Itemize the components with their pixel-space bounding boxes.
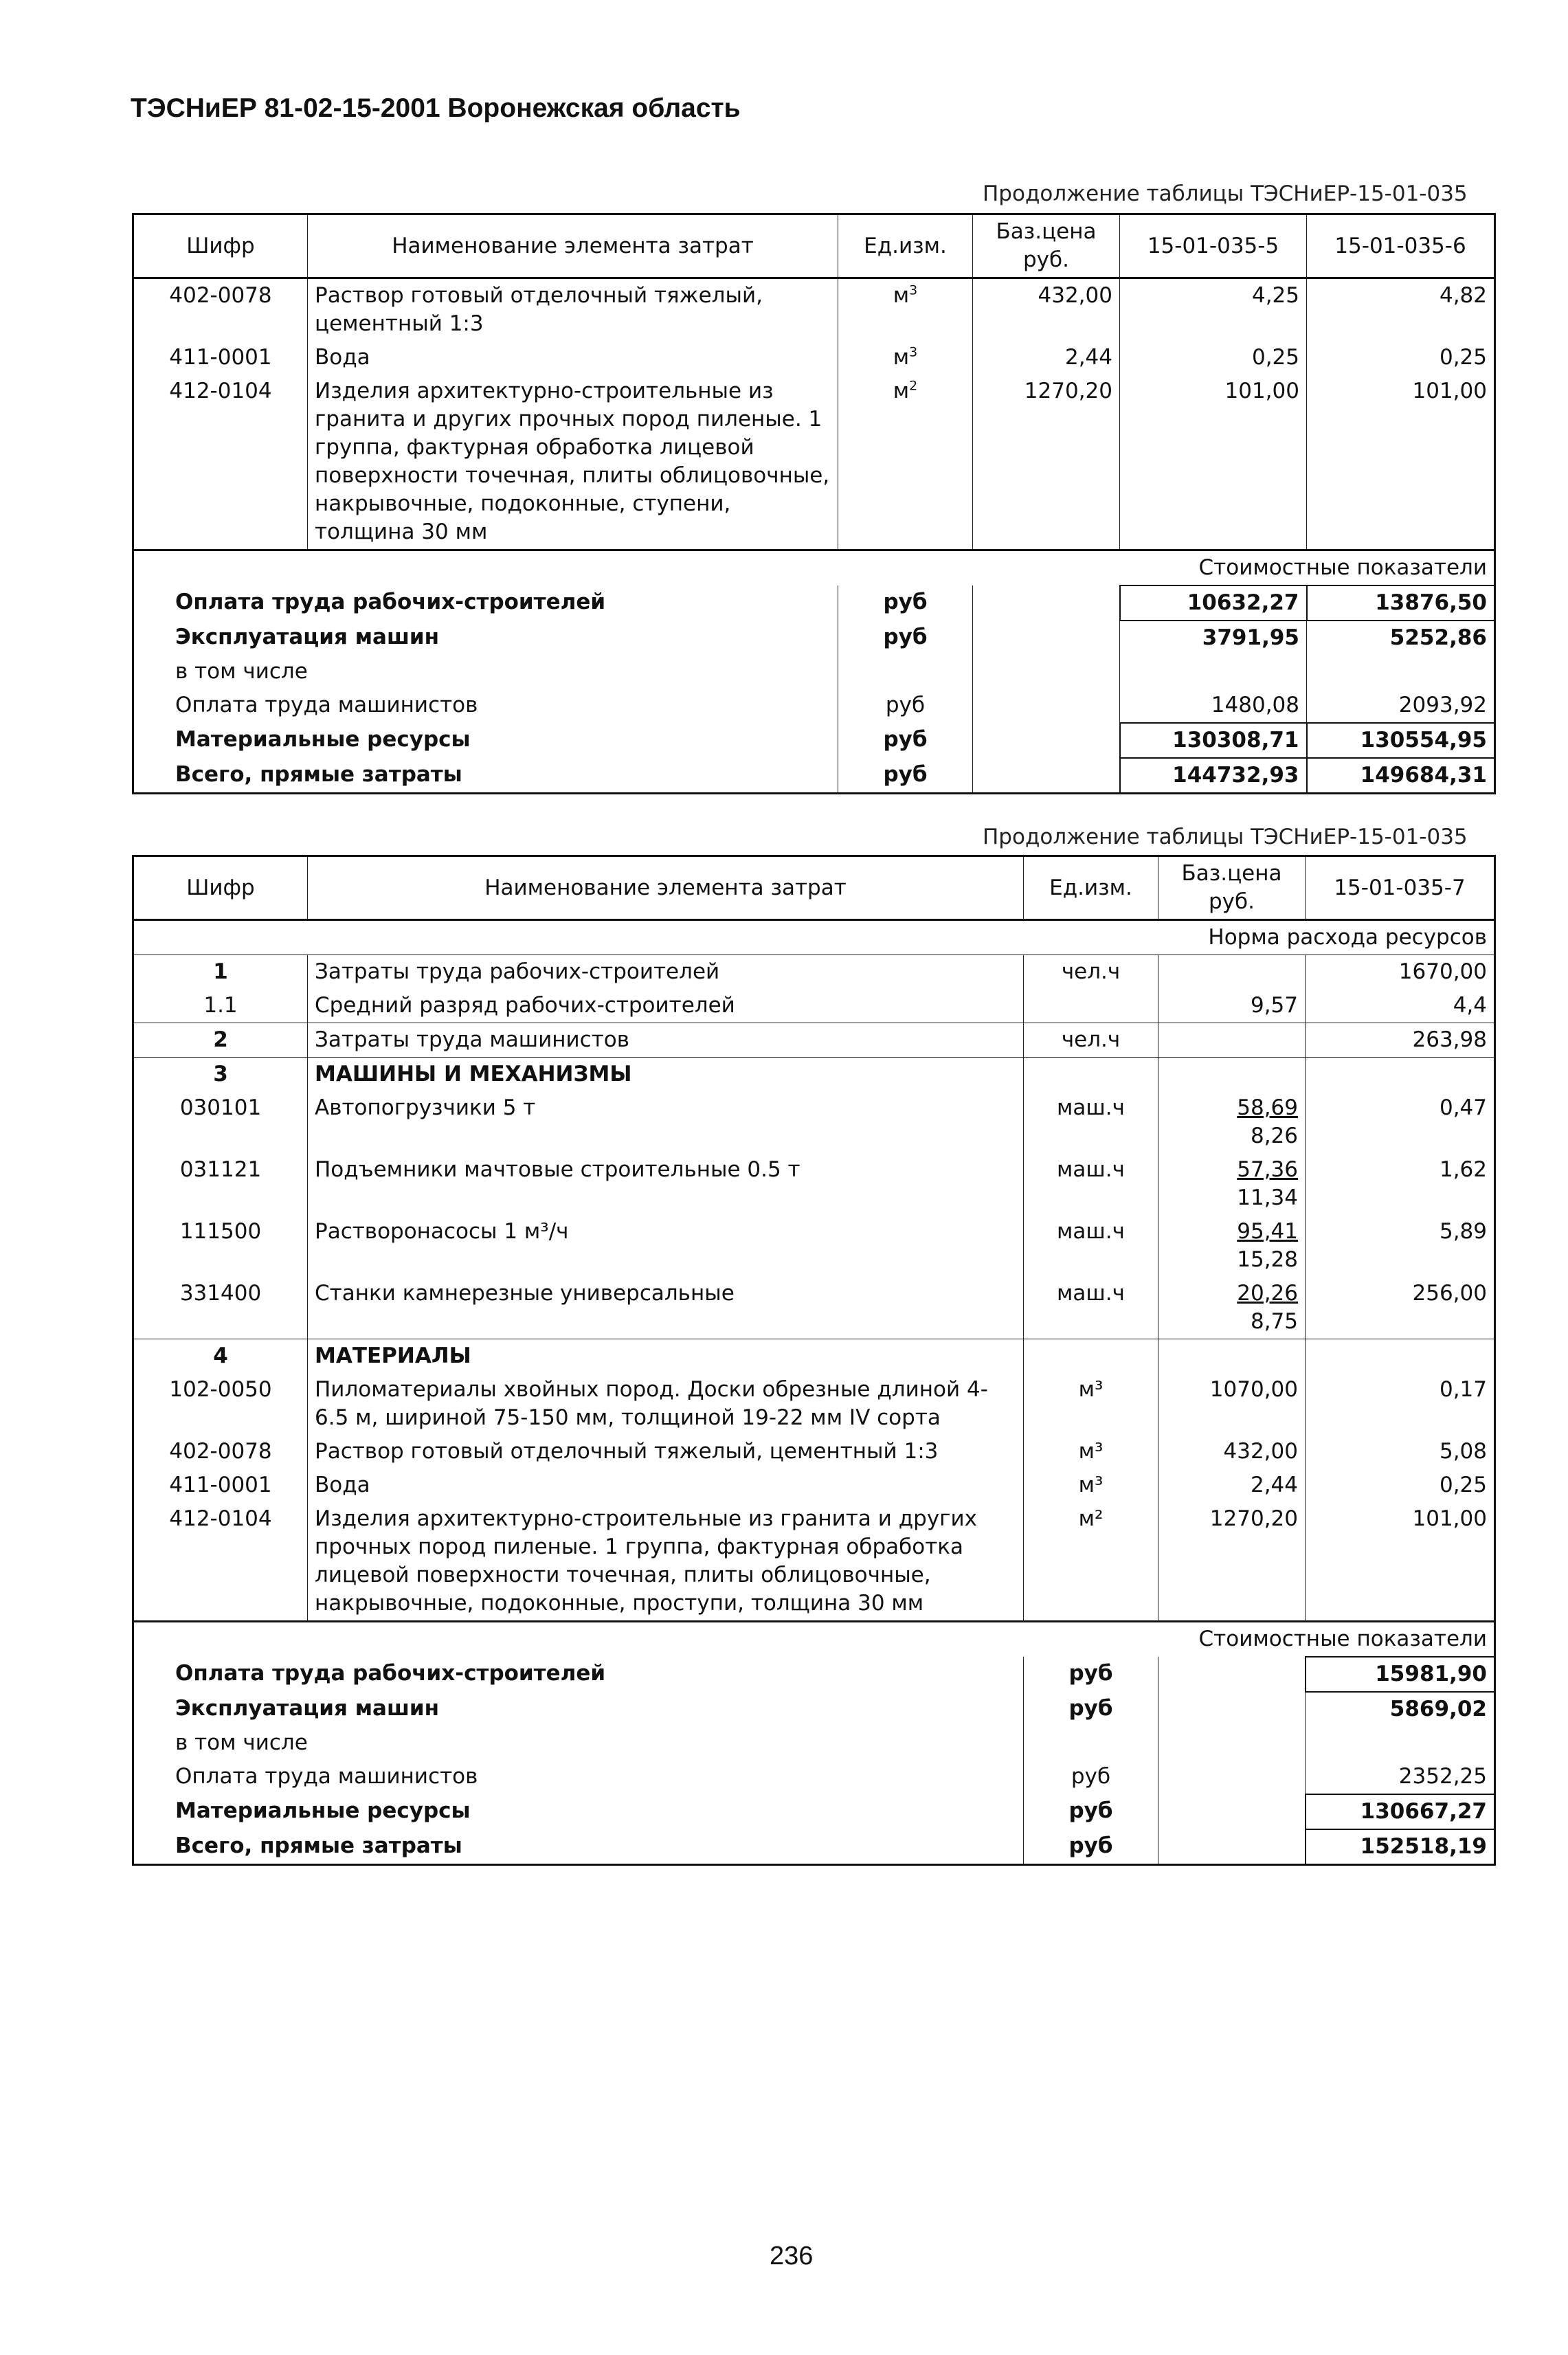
summary-row-unit: руб	[1024, 1657, 1158, 1692]
row-base-price	[1158, 1435, 1306, 1469]
unit-base: м	[893, 379, 910, 403]
summary-row-empty	[973, 689, 1120, 723]
summary-value-035-6: 149684,31	[1307, 758, 1495, 794]
summary-row-unit: руб	[1024, 1829, 1158, 1865]
summary-row	[133, 585, 1495, 621]
unit-base: м	[893, 283, 910, 308]
summary-row-label: Эксплуатация машин	[133, 1692, 1024, 1726]
summary-row	[133, 758, 1495, 794]
header-base-price: Баз.цена руб.	[1158, 856, 1306, 920]
summary-row-empty	[973, 585, 1120, 621]
summary-row-label: Оплата труда рабочих-строителей	[133, 585, 838, 621]
header-code: Шифр	[133, 856, 308, 920]
table-row	[133, 1153, 1495, 1215]
row-code: 331400	[133, 1277, 308, 1339]
row-unit: м²	[1024, 1502, 1158, 1622]
row-base-price	[1158, 1215, 1306, 1277]
row-name: Вода	[308, 1469, 1024, 1502]
header-col-035-7: 15-01-035-7	[1306, 856, 1495, 920]
price-wage: 8,75	[1250, 1309, 1298, 1334]
row-unit	[838, 341, 973, 375]
summary-row	[133, 621, 1495, 655]
summary-value-035-5: 144732,93	[1120, 758, 1307, 794]
row-unit: маш.ч	[1024, 1277, 1158, 1339]
table-row	[133, 1469, 1495, 1502]
row-unit: маш.ч	[1024, 1091, 1158, 1153]
summary-row	[133, 1794, 1495, 1829]
price-main: 2,44	[1250, 1473, 1298, 1497]
summary-row	[133, 655, 1495, 689]
header-col-035-5: 15-01-035-5	[1120, 214, 1307, 278]
table-row	[133, 989, 1495, 1023]
table-row	[133, 1215, 1495, 1277]
row-code: 1	[133, 955, 308, 990]
table-row	[133, 1277, 1495, 1339]
summary-row-empty	[1158, 1692, 1306, 1726]
summary-row-unit: руб	[838, 723, 973, 758]
row-unit	[1024, 1058, 1158, 1092]
summary-value-035-6	[1307, 655, 1495, 689]
summary-value-035-7: 152518,19	[1306, 1829, 1495, 1865]
unit-power: 2	[909, 378, 918, 394]
row-value-035-7: 5,08	[1306, 1435, 1495, 1469]
price-main: 20,26	[1237, 1281, 1298, 1306]
summary-row-label: в том числе	[133, 655, 838, 689]
price-main: 432,00	[1223, 1439, 1298, 1464]
row-name: МАТЕРИАЛЫ	[308, 1339, 1024, 1374]
row-value-035-7: 1670,00	[1306, 955, 1495, 990]
price-main: 1270,20	[1209, 1506, 1298, 1531]
table-row	[133, 278, 1495, 342]
summary-row-unit: руб	[1024, 1794, 1158, 1829]
row-unit: чел.ч	[1024, 955, 1158, 990]
table-row	[133, 1435, 1495, 1469]
row-base-price: 432,00	[973, 278, 1120, 342]
row-name: Средний разряд рабочих-строителей	[308, 989, 1024, 1023]
summary-row-empty	[973, 621, 1120, 655]
summary-value-035-5: 130308,71	[1120, 723, 1307, 758]
row-unit: маш.ч	[1024, 1215, 1158, 1277]
summary-row-unit: руб	[838, 621, 973, 655]
row-code: 4	[133, 1339, 308, 1374]
row-name: Затраты труда рабочих-строителей	[308, 955, 1024, 990]
row-name: Растворонасосы 1 м³/ч	[308, 1215, 1024, 1277]
row-name: Пиломатериалы хвойных пород. Доски обрезные длиной 4-6.5 м, шириной 75-150 мм, толщиной 19-22 мм IV сорта	[308, 1373, 1024, 1435]
summary-row-label: Эксплуатация машин	[133, 621, 838, 655]
summary-row-unit: руб	[1024, 1760, 1158, 1794]
row-unit	[838, 278, 973, 342]
summary-row	[133, 1760, 1495, 1794]
row-name: Изделия архитектурно-строительные из гранита и других прочных пород пиленые. 1 группа, фактурная обработка лицевой поверхности точечная, плиты облицовочные, накрывочные, подоконные, проступи, толщина 30 мм	[308, 1502, 1024, 1622]
row-unit: м³	[1024, 1373, 1158, 1435]
row-code: 1.1	[133, 989, 308, 1023]
summary-row-label: в том числе	[133, 1726, 1024, 1760]
summary-value-035-5: 10632,27	[1120, 585, 1307, 621]
summary-row-label: Всего, прямые затраты	[133, 1829, 1024, 1865]
row-name: МАШИНЫ И МЕХАНИЗМЫ	[308, 1058, 1024, 1092]
unit-power: 3	[909, 344, 918, 360]
row-code: 031121	[133, 1153, 308, 1215]
table-row	[133, 375, 1495, 550]
price-wage: 11,34	[1237, 1185, 1298, 1210]
header-name: Наименование элемента затрат	[308, 214, 838, 278]
row-base-price	[1158, 1373, 1306, 1435]
document-title: ТЭСНиЕР 81-02-15-2001 Воронежская область	[131, 93, 741, 123]
summary-label: Стоимостные показатели	[133, 1622, 1495, 1658]
price-wage: 8,26	[1250, 1124, 1298, 1148]
summary-value-035-7	[1306, 1726, 1495, 1760]
row-value-035-7: 256,00	[1306, 1277, 1495, 1339]
summary-row	[133, 1692, 1495, 1726]
summary-row-empty	[973, 723, 1120, 758]
row-name: Раствор готовый отделочный тяжелый, цементный 1:3	[308, 1435, 1024, 1469]
row-value-035-5: 101,00	[1120, 375, 1307, 550]
summary-row-unit: руб	[838, 585, 973, 621]
row-code: 411-0001	[133, 341, 308, 375]
row-unit	[1024, 1339, 1158, 1374]
row-code: 402-0078	[133, 1435, 308, 1469]
summary-value-035-5: 3791,95	[1120, 621, 1307, 655]
row-value-035-7: 101,00	[1306, 1502, 1495, 1622]
row-name: Затраты труда машинистов	[308, 1023, 1024, 1058]
price-wage: 15,28	[1237, 1247, 1298, 1272]
unit-power: 3	[909, 282, 918, 298]
row-unit	[1024, 989, 1158, 1023]
summary-value-035-7: 2352,25	[1306, 1760, 1495, 1794]
row-base-price	[1158, 1277, 1306, 1339]
summary-row-unit: руб	[838, 758, 973, 794]
summary-row-unit	[838, 655, 973, 689]
summary-row-empty	[1158, 1657, 1306, 1692]
summary-row	[133, 1829, 1495, 1865]
header-unit: Ед.изм.	[1024, 856, 1158, 920]
table-row	[133, 1339, 1495, 1374]
summary-value-035-7: 130667,27	[1306, 1794, 1495, 1829]
summary-value-035-7: 15981,90	[1306, 1657, 1495, 1692]
summary-row-empty	[973, 758, 1120, 794]
row-value-035-7: 5,89	[1306, 1215, 1495, 1277]
summary-value-035-6: 5252,86	[1307, 621, 1495, 655]
summary-row	[133, 1657, 1495, 1692]
row-unit: м³	[1024, 1435, 1158, 1469]
summary-value-035-5: 1480,08	[1120, 689, 1307, 723]
row-code: 3	[133, 1058, 308, 1092]
row-code: 402-0078	[133, 278, 308, 342]
header-col-035-6: 15-01-035-6	[1307, 214, 1495, 278]
resource-table-2	[132, 855, 1496, 1866]
summary-row-label: Материальные ресурсы	[133, 723, 838, 758]
price-main: 1070,00	[1209, 1377, 1298, 1402]
row-base-price	[1158, 1023, 1306, 1058]
summary-row-label: Всего, прямые затраты	[133, 758, 838, 794]
summary-label: Стоимостные показатели	[133, 550, 1495, 586]
row-unit: м³	[1024, 1469, 1158, 1502]
row-code: 412-0104	[133, 1502, 308, 1622]
summary-row-unit: руб	[838, 689, 973, 723]
row-value-035-7: 0,17	[1306, 1373, 1495, 1435]
row-code: 2	[133, 1023, 308, 1058]
row-name: Подъемники мачтовые строительные 0.5 т	[308, 1153, 1024, 1215]
row-value-035-7: 1,62	[1306, 1153, 1495, 1215]
row-name: Автопогрузчики 5 т	[308, 1091, 1024, 1153]
summary-row-empty	[1158, 1726, 1306, 1760]
row-value-035-7	[1306, 1058, 1495, 1092]
header-code: Шифр	[133, 214, 308, 278]
row-code: 411-0001	[133, 1469, 308, 1502]
row-code: 102-0050	[133, 1373, 308, 1435]
price-main: 58,69	[1237, 1095, 1298, 1120]
resource-table-1	[132, 213, 1496, 794]
summary-value-035-6: 130554,95	[1307, 723, 1495, 758]
row-value-035-7	[1306, 1339, 1495, 1374]
summary-row-label: Оплата труда машинистов	[133, 689, 838, 723]
header-name: Наименование элемента затрат	[308, 856, 1024, 920]
summary-value-035-7: 5869,02	[1306, 1692, 1495, 1726]
row-unit	[838, 375, 973, 550]
row-base-price	[1158, 1502, 1306, 1622]
row-name: Вода	[308, 341, 838, 375]
summary-value-035-6: 13876,50	[1307, 585, 1495, 621]
summary-row-empty	[1158, 1760, 1306, 1794]
row-base-price	[1158, 1153, 1306, 1215]
table-row	[133, 1373, 1495, 1435]
row-unit: маш.ч	[1024, 1153, 1158, 1215]
table-row	[133, 1091, 1495, 1153]
table1-caption: Продолжение таблицы ТЭСНиЕР-15-01-035	[983, 181, 1468, 206]
row-value-035-7: 263,98	[1306, 1023, 1495, 1058]
table-row	[133, 1502, 1495, 1622]
price-main: 95,41	[1237, 1219, 1298, 1244]
summary-label-row	[133, 550, 1495, 586]
row-code: 111500	[133, 1215, 308, 1277]
row-base-price: 2,44	[973, 341, 1120, 375]
row-unit: чел.ч	[1024, 1023, 1158, 1058]
row-base-price	[1158, 955, 1306, 990]
row-value-035-6: 0,25	[1307, 341, 1495, 375]
unit-base: м	[893, 345, 910, 370]
row-name: Изделия архитектурно-строительные из гранита и других прочных пород пиленые. 1 группа, фактурная обработка лицевой поверхности точечная, плиты облицовочные, накрывочные, подоконные, ступени, толщина 30 мм	[308, 375, 838, 550]
row-base-price	[1158, 1469, 1306, 1502]
row-name: Станки камнерезные универсальные	[308, 1277, 1024, 1339]
price-main: 57,36	[1237, 1157, 1298, 1182]
summary-label-row	[133, 1622, 1495, 1658]
summary-row	[133, 1726, 1495, 1760]
header-base-price: Баз.цена руб.	[973, 214, 1120, 278]
table2-caption: Продолжение таблицы ТЭСНиЕР-15-01-035	[983, 825, 1468, 849]
table-row	[133, 341, 1495, 375]
header-unit: Ед.изм.	[838, 214, 973, 278]
row-base-price	[1158, 989, 1306, 1023]
summary-value-035-5	[1120, 655, 1307, 689]
table-row	[133, 1023, 1495, 1058]
summary-row	[133, 723, 1495, 758]
row-base-price	[1158, 1091, 1306, 1153]
summary-row-unit	[1024, 1726, 1158, 1760]
row-value-035-5: 4,25	[1120, 278, 1307, 342]
summary-row-empty	[973, 655, 1120, 689]
summary-row-label: Оплата труда машинистов	[133, 1760, 1024, 1794]
summary-row-empty	[1158, 1829, 1306, 1865]
table-row	[133, 1058, 1495, 1092]
summary-value-035-6: 2093,92	[1307, 689, 1495, 723]
row-base-price: 1270,20	[973, 375, 1120, 550]
row-value-035-7: 0,47	[1306, 1091, 1495, 1153]
summary-row	[133, 689, 1495, 723]
summary-row-empty	[1158, 1794, 1306, 1829]
row-value-035-6: 4,82	[1307, 278, 1495, 342]
norm-label-row	[133, 920, 1495, 955]
row-code: 030101	[133, 1091, 308, 1153]
row-value-035-7: 4,4	[1306, 989, 1495, 1023]
row-base-price	[1158, 1339, 1306, 1374]
row-value-035-7: 0,25	[1306, 1469, 1495, 1502]
row-name: Раствор готовый отделочный тяжелый, цементный 1:3	[308, 278, 838, 342]
summary-row-label: Оплата труда рабочих-строителей	[133, 1657, 1024, 1692]
row-base-price	[1158, 1058, 1306, 1092]
norm-label: Норма расхода ресурсов	[133, 920, 1495, 955]
row-value-035-6: 101,00	[1307, 375, 1495, 550]
price-main: 9,57	[1250, 993, 1298, 1018]
page-number: 236	[770, 2242, 814, 2270]
row-code: 412-0104	[133, 375, 308, 550]
row-value-035-5: 0,25	[1120, 341, 1307, 375]
summary-row-unit: руб	[1024, 1692, 1158, 1726]
table-row	[133, 955, 1495, 990]
summary-row-label: Материальные ресурсы	[133, 1794, 1024, 1829]
